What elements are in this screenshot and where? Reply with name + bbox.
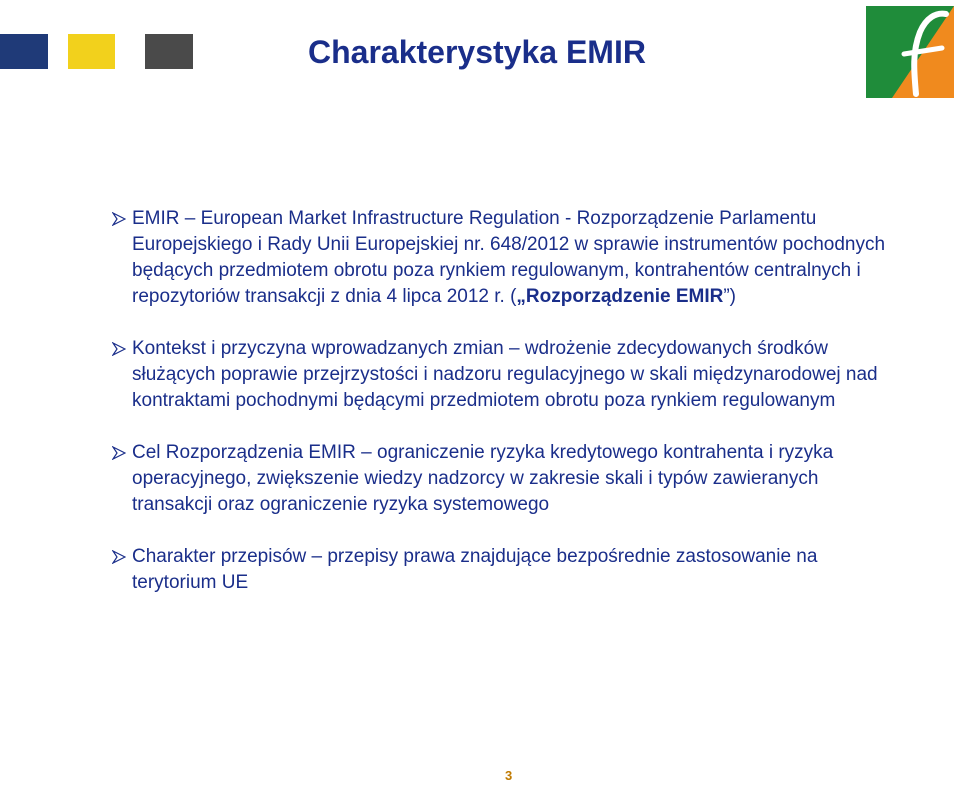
arrow-bullet-icon — [112, 446, 126, 460]
bullet-text: EMIR – European Market Infrastructure Regulation - Rozporządzenie Parlamentu Europejskiego i Rady Unii Europejskiej nr. 648/2012 w sprawie instrumentów pochodnych będących przedmiotem obrotu poza rynkiem regulowanym, kontrahentów centralnych i repozytoriów transakcji z dnia 4 lipca 2012 r. ( — [132, 208, 886, 307]
content-list — [106, 206, 896, 622]
page-number: 3 — [505, 768, 513, 783]
bullet-emir-definition — [106, 206, 896, 310]
arrow-bullet-icon — [112, 342, 126, 356]
bullet-character — [106, 544, 896, 596]
bullet-goal — [106, 440, 896, 518]
bullet-context — [106, 336, 896, 414]
bullet-bold-text: „Rozporządzenie EMIR — [516, 286, 724, 307]
navy-square — [0, 34, 48, 69]
bullet-text-after: ”) — [723, 286, 736, 307]
page-title: Charakterystyka EMIR — [308, 34, 646, 70]
arrow-bullet-icon — [112, 550, 126, 564]
bullet-text: Kontekst i przyczyna wprowadzanych zmian – wdrożenie zdecydowanych środków służących poprawie przejrzystości i nadzoru regulacyjnego w skali międzynarodowej nad kontraktami pochodnymi będącymi przedmiotem obrotu poza rynkiem regulowanym — [132, 338, 878, 411]
bullet-text: Cel Rozporządzenia EMIR – ograniczenie ryzyka kredytowego kontrahenta i ryzyka operacyjnego, zwiększenie wiedzy nadzorcy w zakresie skali i typów zawieranych transakcji oraz ograniczenie ryzyka systemowego — [132, 442, 834, 515]
bullet-text: Charakter przepisów – przepisy prawa znajdujące bezpośrednie zastosowanie na terytorium UE — [132, 546, 818, 593]
gray-square — [145, 34, 193, 69]
company-logo — [864, 2, 956, 100]
yellow-square — [68, 34, 115, 69]
arrow-bullet-icon — [112, 212, 126, 226]
